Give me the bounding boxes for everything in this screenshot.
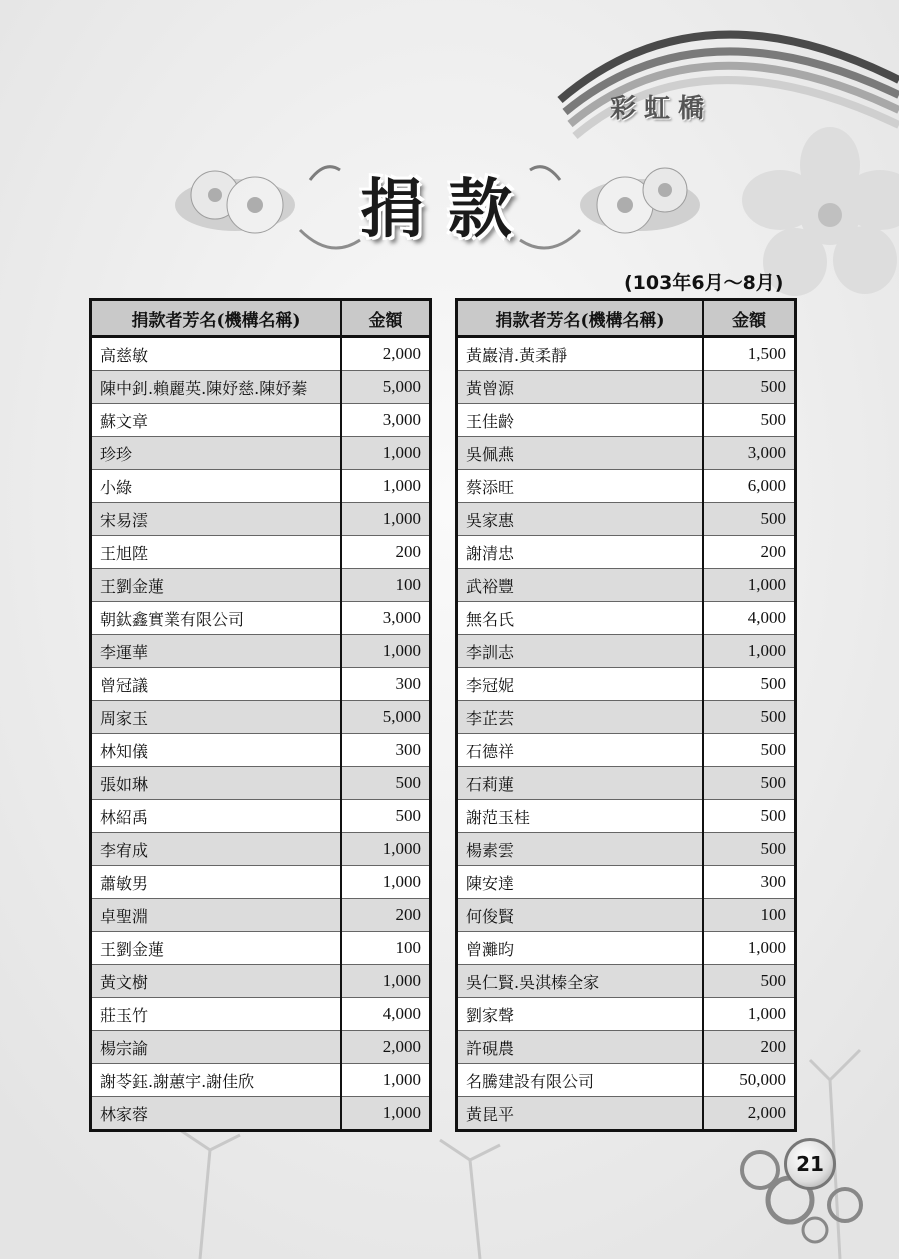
donation-amount: 200 xyxy=(703,1031,796,1064)
table-row xyxy=(457,767,796,800)
donation-amount: 500 xyxy=(703,404,796,437)
donation-amount: 3,000 xyxy=(703,437,796,470)
table-row xyxy=(457,965,796,998)
donor-name: 黃文樹 xyxy=(91,965,342,998)
donation-amount: 2,000 xyxy=(703,1097,796,1131)
donation-amount: 500 xyxy=(703,833,796,866)
date-range: (103年6月～8月) xyxy=(624,272,784,294)
donor-name: 劉家聲 xyxy=(457,998,704,1031)
donor-name: 卓聖淵 xyxy=(91,899,342,932)
donation-amount: 6,000 xyxy=(703,470,796,503)
table-row xyxy=(457,1064,796,1097)
table-row xyxy=(91,602,431,635)
donation-amount: 500 xyxy=(703,668,796,701)
table-row xyxy=(91,503,431,536)
table-row xyxy=(457,602,796,635)
table-row xyxy=(91,899,431,932)
table-row xyxy=(91,536,431,569)
page-number: 21 xyxy=(784,1138,836,1190)
donor-name: 楊宗諭 xyxy=(91,1031,342,1064)
donation-amount: 1,000 xyxy=(341,470,431,503)
donation-amount: 3,000 xyxy=(341,404,431,437)
table-row xyxy=(91,767,431,800)
table-row xyxy=(91,635,431,668)
donor-name: 莊玉竹 xyxy=(91,998,342,1031)
donor-name: 張如琳 xyxy=(91,767,342,800)
donor-name: 陳安達 xyxy=(457,866,704,899)
table-row xyxy=(457,337,796,371)
donor-name: 蘇文章 xyxy=(91,404,342,437)
donor-name: 楊素雲 xyxy=(457,833,704,866)
donation-amount: 5,000 xyxy=(341,371,431,404)
donor-name: 吳佩燕 xyxy=(457,437,704,470)
table-row xyxy=(91,701,431,734)
table-row xyxy=(91,932,431,965)
donor-name: 武裕豐 xyxy=(457,569,704,602)
donation-table-left xyxy=(89,298,432,1132)
donor-name: 李運華 xyxy=(91,635,342,668)
donation-amount: 2,000 xyxy=(341,1031,431,1064)
table-row xyxy=(457,866,796,899)
donor-name: 謝范玉桂 xyxy=(457,800,704,833)
table-row xyxy=(457,437,796,470)
donation-amount: 500 xyxy=(703,800,796,833)
donor-name: 石德祥 xyxy=(457,734,704,767)
column-header-name: 捐款者芳名(機構名稱) xyxy=(457,300,704,337)
donor-name: 林家蓉 xyxy=(91,1097,342,1131)
donation-amount: 300 xyxy=(341,668,431,701)
donor-name: 李芷芸 xyxy=(457,701,704,734)
donor-name: 高慈敏 xyxy=(91,337,342,371)
donation-amount: 2,000 xyxy=(341,337,431,371)
column-header-name: 捐款者芳名(機構名稱) xyxy=(91,300,342,337)
table-row xyxy=(457,899,796,932)
donor-name: 李宥成 xyxy=(91,833,342,866)
column-header-amount: 金額 xyxy=(341,300,431,337)
section-title: 彩虹橋 xyxy=(610,94,713,124)
donation-amount: 200 xyxy=(341,899,431,932)
table-row xyxy=(91,1064,431,1097)
donation-amount: 1,000 xyxy=(703,932,796,965)
donor-name: 王劉金蓮 xyxy=(91,932,342,965)
table-row xyxy=(457,998,796,1031)
donation-amount: 1,000 xyxy=(341,833,431,866)
donation-amount: 1,500 xyxy=(703,337,796,371)
table-row xyxy=(457,371,796,404)
donation-amount: 500 xyxy=(703,734,796,767)
donation-amount: 500 xyxy=(703,767,796,800)
donor-name: 朝鈦鑫實業有限公司 xyxy=(91,602,342,635)
table-row xyxy=(457,1097,796,1131)
donation-amount: 1,000 xyxy=(341,965,431,998)
donation-amount: 5,000 xyxy=(341,701,431,734)
donation-amount: 1,000 xyxy=(341,437,431,470)
donor-name: 曾冠議 xyxy=(91,668,342,701)
donation-amount: 300 xyxy=(703,866,796,899)
donation-amount: 1,000 xyxy=(341,866,431,899)
donor-name: 黃曾源 xyxy=(457,371,704,404)
table-row xyxy=(91,371,431,404)
donation-amount: 3,000 xyxy=(341,602,431,635)
donation-amount: 500 xyxy=(341,767,431,800)
donation-amount: 1,000 xyxy=(341,1097,431,1131)
donor-name: 周家玉 xyxy=(91,701,342,734)
donation-amount: 1,000 xyxy=(341,1064,431,1097)
table-row xyxy=(91,470,431,503)
table-row xyxy=(91,337,431,371)
donor-name: 謝清忠 xyxy=(457,536,704,569)
table-row xyxy=(91,668,431,701)
table-row xyxy=(91,437,431,470)
table-row xyxy=(457,635,796,668)
donation-amount: 200 xyxy=(341,536,431,569)
donor-name: 宋易澐 xyxy=(91,503,342,536)
column-header-amount: 金額 xyxy=(703,300,796,337)
donor-name: 許硯農 xyxy=(457,1031,704,1064)
donor-name: 黃巖清.黃柔靜 xyxy=(457,337,704,371)
donor-name: 曾灘昀 xyxy=(457,932,704,965)
donation-amount: 1,000 xyxy=(341,635,431,668)
table-row xyxy=(91,734,431,767)
donor-name: 李訓志 xyxy=(457,635,704,668)
donor-name: 珍珍 xyxy=(91,437,342,470)
table-row xyxy=(457,1031,796,1064)
donation-amount: 500 xyxy=(703,965,796,998)
donation-amount: 4,000 xyxy=(341,998,431,1031)
donor-name: 王佳齡 xyxy=(457,404,704,437)
table-row xyxy=(457,800,796,833)
donation-amount: 100 xyxy=(341,569,431,602)
donation-amount: 300 xyxy=(341,734,431,767)
table-row xyxy=(91,1097,431,1131)
donation-table-right xyxy=(455,298,797,1132)
table-row xyxy=(457,536,796,569)
table-row xyxy=(457,833,796,866)
donation-amount: 200 xyxy=(703,536,796,569)
donor-name: 李冠妮 xyxy=(457,668,704,701)
donation-amount: 500 xyxy=(341,800,431,833)
donation-amount: 1,000 xyxy=(341,503,431,536)
donor-name: 蔡添旺 xyxy=(457,470,704,503)
donation-amount: 1,000 xyxy=(703,635,796,668)
donation-amount: 100 xyxy=(703,899,796,932)
donor-name: 蕭敏男 xyxy=(91,866,342,899)
donor-name: 石莉蓮 xyxy=(457,767,704,800)
page-title: 捐款 xyxy=(360,172,536,247)
donation-amount: 4,000 xyxy=(703,602,796,635)
donor-name: 林知儀 xyxy=(91,734,342,767)
table-row xyxy=(457,932,796,965)
table-row xyxy=(91,569,431,602)
table-row xyxy=(457,503,796,536)
donor-name: 小綠 xyxy=(91,470,342,503)
donation-amount: 500 xyxy=(703,503,796,536)
table-row xyxy=(457,569,796,602)
table-row xyxy=(91,965,431,998)
table-row xyxy=(457,701,796,734)
donation-amount: 50,000 xyxy=(703,1064,796,1097)
table-row xyxy=(457,470,796,503)
donor-name: 黃昆平 xyxy=(457,1097,704,1131)
table-row xyxy=(91,866,431,899)
donation-amount: 1,000 xyxy=(703,569,796,602)
donor-name: 無名氏 xyxy=(457,602,704,635)
donor-name: 何俊賢 xyxy=(457,899,704,932)
donor-name: 謝苓鈺.謝蕙宇.謝佳欣 xyxy=(91,1064,342,1097)
donor-name: 王劉金蓮 xyxy=(91,569,342,602)
donor-name: 陳中釗.賴麗英.陳妤慈.陳妤蓁 xyxy=(91,371,342,404)
donation-amount: 100 xyxy=(341,932,431,965)
table-row xyxy=(91,800,431,833)
table-row xyxy=(457,734,796,767)
donor-name: 王旭陞 xyxy=(91,536,342,569)
table-row xyxy=(91,998,431,1031)
donor-name: 名騰建設有限公司 xyxy=(457,1064,704,1097)
table-row xyxy=(457,404,796,437)
table-row xyxy=(91,1031,431,1064)
donation-amount: 500 xyxy=(703,371,796,404)
donor-name: 吳仁賢.吳淇榛全家 xyxy=(457,965,704,998)
table-row xyxy=(91,833,431,866)
table-row xyxy=(457,668,796,701)
donor-name: 吳家惠 xyxy=(457,503,704,536)
table-row xyxy=(91,404,431,437)
donation-amount: 500 xyxy=(703,701,796,734)
donation-amount: 1,000 xyxy=(703,998,796,1031)
donor-name: 林紹禹 xyxy=(91,800,342,833)
